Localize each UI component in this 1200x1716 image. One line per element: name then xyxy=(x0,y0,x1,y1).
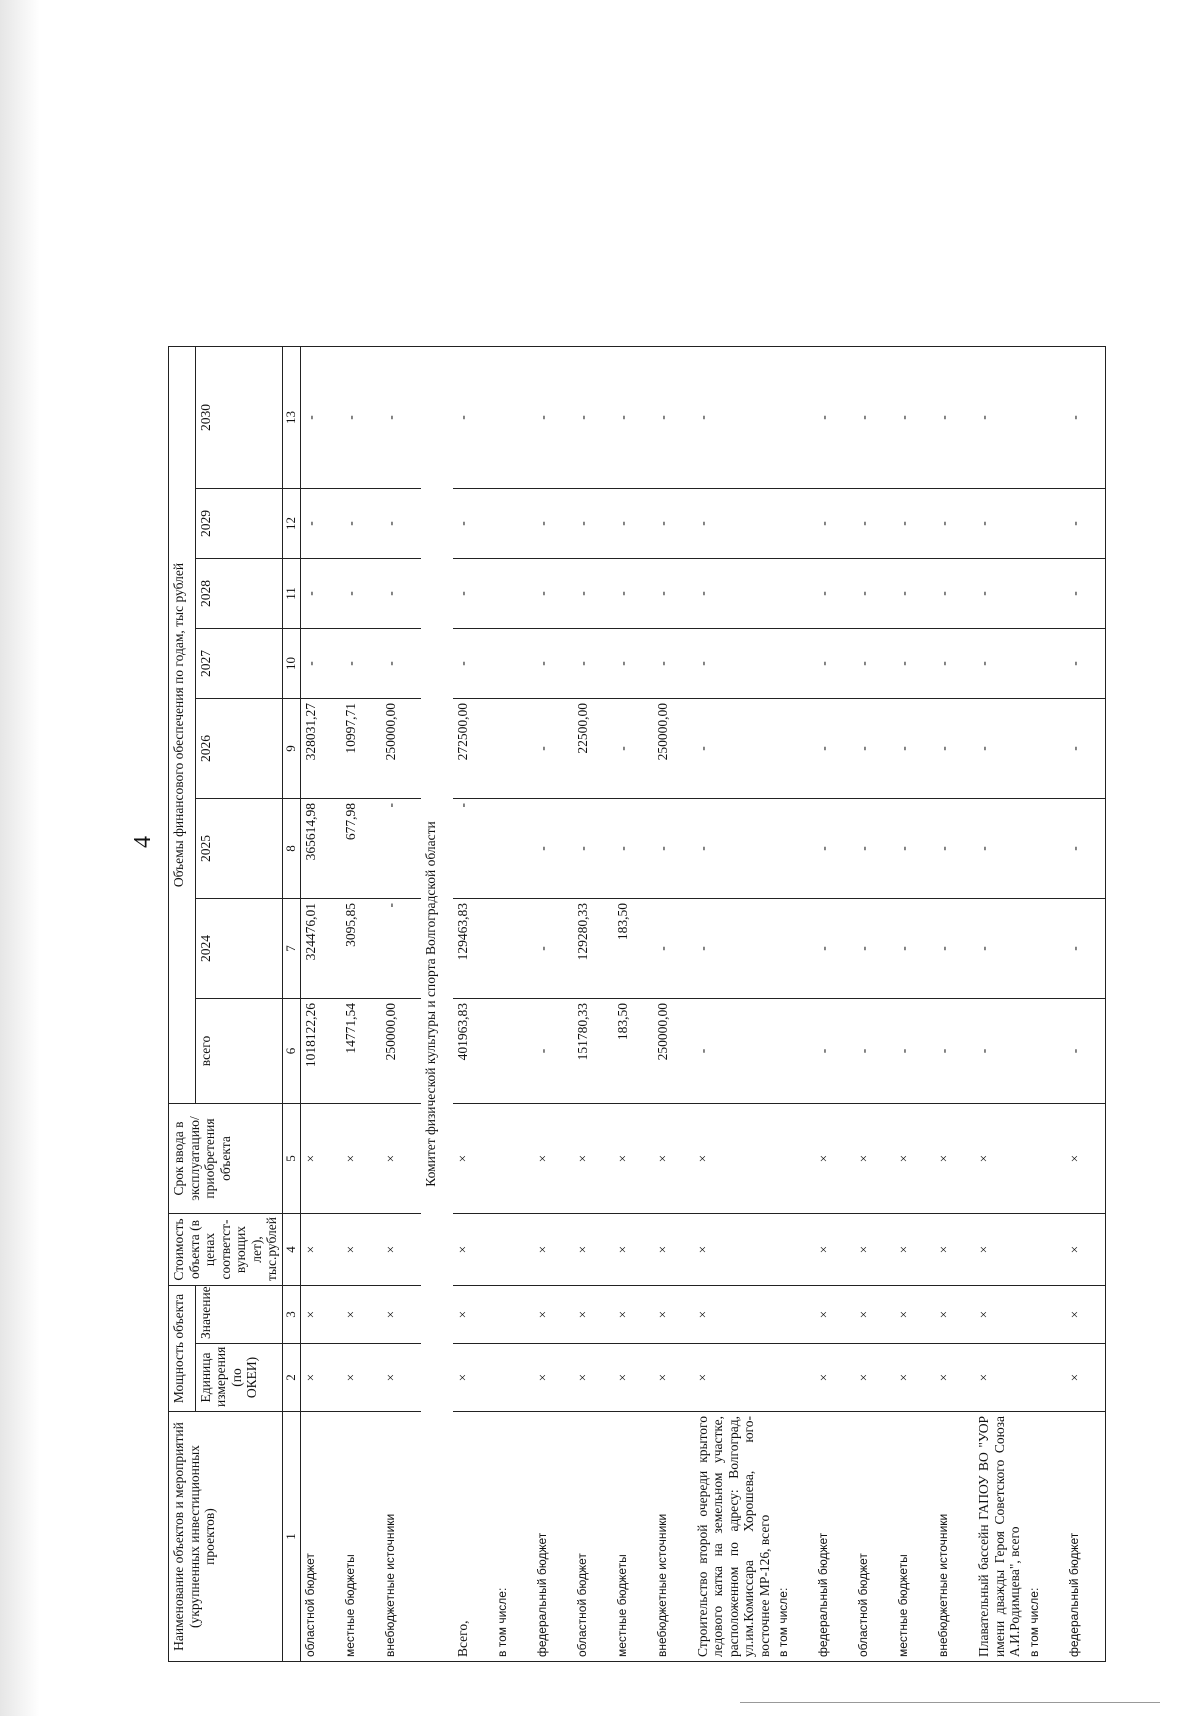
cell-value: × xyxy=(854,1286,894,1344)
cell-2027 xyxy=(1025,629,1065,699)
col-number: 12 xyxy=(282,489,300,559)
cell-2026 xyxy=(493,699,533,799)
cell-2027: - xyxy=(613,629,653,699)
cell-2024: - xyxy=(894,899,934,999)
cell-2030: - xyxy=(1065,347,1106,489)
cell-2026: 272500,00 xyxy=(453,699,493,799)
cell-2029: - xyxy=(533,489,573,559)
table-row xyxy=(814,347,854,1662)
cell-2030: - xyxy=(974,347,1025,489)
cell-term: × xyxy=(894,1104,934,1214)
cell-2030 xyxy=(1025,347,1065,489)
cell-2029: - xyxy=(974,489,1025,559)
cell-2026: 250000,00 xyxy=(381,699,421,799)
col-number: 3 xyxy=(282,1286,300,1344)
cell-2027: - xyxy=(453,629,493,699)
cell-2028: - xyxy=(653,559,693,629)
cell-term: × xyxy=(934,1104,974,1214)
cell-unit xyxy=(1025,1344,1065,1412)
cell-2026: 328031,27 xyxy=(300,699,341,799)
cell-total xyxy=(493,999,533,1104)
table-row xyxy=(653,347,693,1662)
cell-2025 xyxy=(774,799,814,899)
row-name: внебюджетные источники xyxy=(381,1412,421,1662)
header-funding: Объемы финансового обеспечения по годам, тыс рублей xyxy=(169,347,196,1104)
cell-2029: - xyxy=(300,489,341,559)
col-number: 13 xyxy=(282,347,300,489)
cell-total: - xyxy=(974,999,1025,1104)
header-year: 2026 xyxy=(195,699,282,799)
row-name: федеральный бюджет xyxy=(814,1412,854,1662)
cell-2026: - xyxy=(854,699,894,799)
cell-total: 250000,00 xyxy=(653,999,693,1104)
row-name: областной бюджет xyxy=(300,1412,341,1662)
cell-2027: - xyxy=(1065,629,1106,699)
cell-2026: - xyxy=(934,699,974,799)
cell-2024: 183,50 xyxy=(613,899,653,999)
cell-2028 xyxy=(1025,559,1065,629)
table-row xyxy=(453,347,493,1662)
cell-unit: × xyxy=(693,1344,775,1412)
cell-2027 xyxy=(493,629,533,699)
cell-value: × xyxy=(1065,1286,1106,1344)
header-year: 2025 xyxy=(195,799,282,899)
row-name: Строительство второй очереди крытого ледового катка на земельном участке, расположенном по адресу: Волгоград, ул.им.Комиссара Хорошева, юго-восточнее МР-126, всего xyxy=(693,1412,775,1662)
col-number: 2 xyxy=(282,1344,300,1412)
cell-2025: 365614,98 xyxy=(300,799,341,899)
cell-2028: - xyxy=(894,559,934,629)
cell-term: × xyxy=(300,1104,341,1214)
cell-2024: - xyxy=(1065,899,1106,999)
cell-unit: × xyxy=(1065,1344,1106,1412)
cell-2028: - xyxy=(533,559,573,629)
cell-2030 xyxy=(493,347,533,489)
cell-value: × xyxy=(573,1286,613,1344)
table-row xyxy=(300,347,341,1662)
cell-2029: - xyxy=(693,489,775,559)
cell-2025 xyxy=(1025,799,1065,899)
cell-2027: - xyxy=(381,629,421,699)
cell-2027: - xyxy=(814,629,854,699)
header-value: Значение xyxy=(195,1286,282,1344)
row-name: местные бюджеты xyxy=(894,1412,934,1662)
cell-total: - xyxy=(533,999,573,1104)
col-number: 6 xyxy=(282,999,300,1104)
cell-unit: × xyxy=(533,1344,573,1412)
cell-cost: × xyxy=(573,1214,613,1286)
cell-value: × xyxy=(300,1286,341,1344)
row-name: местные бюджеты xyxy=(613,1412,653,1662)
cell-2026: 10997,71 xyxy=(341,699,381,799)
cell-2024: 3095,85 xyxy=(341,899,381,999)
section-row xyxy=(421,347,453,1662)
cell-value: × xyxy=(894,1286,934,1344)
row-name: областной бюджет xyxy=(854,1412,894,1662)
cell-2027: - xyxy=(573,629,613,699)
cell-2030: - xyxy=(573,347,613,489)
cell-cost: × xyxy=(894,1214,934,1286)
cell-2026 xyxy=(1025,699,1065,799)
cell-value: × xyxy=(613,1286,653,1344)
cell-cost: × xyxy=(1065,1214,1106,1286)
table-row xyxy=(693,347,775,1662)
cell-2027: - xyxy=(653,629,693,699)
table-row xyxy=(934,347,974,1662)
cell-2029: - xyxy=(894,489,934,559)
cell-cost: × xyxy=(613,1214,653,1286)
cell-term: × xyxy=(693,1104,775,1214)
table-header xyxy=(169,347,301,1662)
row-name: Плавательный бассейн ГАПОУ ВО "УОР имени дважды Героя Советского Союза А.И.Родимцева", всего xyxy=(974,1412,1025,1662)
cell-2025: - xyxy=(613,799,653,899)
column-numbers xyxy=(282,347,300,1662)
cell-2024 xyxy=(1025,899,1065,999)
cell-value: × xyxy=(653,1286,693,1344)
cell-2025: - xyxy=(814,799,854,899)
cell-2030: - xyxy=(814,347,854,489)
section-title: Комитет физической культуры и спорта Волгоградской области xyxy=(421,347,453,1662)
row-name: в том числе: xyxy=(1025,1412,1065,1662)
cell-total: 183,50 xyxy=(613,999,653,1104)
cell-2030: - xyxy=(894,347,934,489)
cell-2024 xyxy=(774,899,814,999)
cell-value: × xyxy=(341,1286,381,1344)
cell-2026: - xyxy=(693,699,775,799)
header-name: Наименование объектов и мероприятий (укрупненных инвестиционных проектов) xyxy=(169,1412,283,1662)
cell-unit: × xyxy=(653,1344,693,1412)
row-name: внебюджетные источники xyxy=(653,1412,693,1662)
col-number: 4 xyxy=(282,1214,300,1286)
cell-2025: - xyxy=(381,799,421,899)
cell-2026: 22500,00 xyxy=(573,699,613,799)
cell-cost: × xyxy=(934,1214,974,1286)
cell-2026: 250000,00 xyxy=(653,699,693,799)
table-row xyxy=(381,347,421,1662)
cell-2028: - xyxy=(453,559,493,629)
cell-unit: × xyxy=(381,1344,421,1412)
cell-2029: - xyxy=(934,489,974,559)
col-number: 7 xyxy=(282,899,300,999)
table-body xyxy=(300,347,1105,1662)
table-row xyxy=(894,347,934,1662)
header-term: Срок ввода в эксплуатацию/ приобретения объекта xyxy=(169,1104,283,1214)
header-year: 2029 xyxy=(195,489,282,559)
cell-2028: - xyxy=(300,559,341,629)
cell-2027: - xyxy=(934,629,974,699)
cell-2026 xyxy=(774,699,814,799)
cell-2025: - xyxy=(453,799,493,899)
cell-2027: - xyxy=(974,629,1025,699)
table-row xyxy=(573,347,613,1662)
cell-2027: - xyxy=(894,629,934,699)
cell-value: × xyxy=(814,1286,854,1344)
cell-total: 151780,33 xyxy=(573,999,613,1104)
cell-2024: - xyxy=(381,899,421,999)
row-name: в том числе: xyxy=(493,1412,533,1662)
cell-2024: - xyxy=(693,899,775,999)
cell-total: 401963,83 xyxy=(453,999,493,1104)
cell-2024 xyxy=(493,899,533,999)
header-capacity: Мощность объекта xyxy=(169,1286,196,1412)
cell-2024: 129463,83 xyxy=(453,899,493,999)
header-total: всего xyxy=(195,999,282,1104)
cell-total xyxy=(1025,999,1065,1104)
cell-total: - xyxy=(1065,999,1106,1104)
cell-2029 xyxy=(493,489,533,559)
cell-value: × xyxy=(381,1286,421,1344)
cell-term: × xyxy=(814,1104,854,1214)
cell-2024: - xyxy=(653,899,693,999)
cell-total: - xyxy=(934,999,974,1104)
cell-2025: - xyxy=(533,799,573,899)
cell-total: - xyxy=(894,999,934,1104)
table-row xyxy=(493,347,533,1662)
cell-2024: - xyxy=(934,899,974,999)
cell-term: × xyxy=(1065,1104,1106,1214)
cell-2029: - xyxy=(381,489,421,559)
cell-2027: - xyxy=(854,629,894,699)
page-number: 4 xyxy=(130,836,156,848)
table-row xyxy=(1065,347,1106,1662)
cell-unit xyxy=(774,1344,814,1412)
cell-total: 1018122,26 xyxy=(300,999,341,1104)
table-row xyxy=(774,347,814,1662)
cell-2028: - xyxy=(854,559,894,629)
cell-term: × xyxy=(613,1104,653,1214)
cell-2028: - xyxy=(613,559,653,629)
cell-2029: - xyxy=(854,489,894,559)
row-name: местные бюджеты xyxy=(341,1412,381,1662)
cell-2025: - xyxy=(974,799,1025,899)
cell-2029: - xyxy=(653,489,693,559)
col-number: 11 xyxy=(282,559,300,629)
cell-term: × xyxy=(573,1104,613,1214)
cell-2025: - xyxy=(854,799,894,899)
cell-2030: - xyxy=(381,347,421,489)
cell-2030: - xyxy=(341,347,381,489)
cell-value: × xyxy=(453,1286,493,1344)
table-row xyxy=(613,347,653,1662)
row-name: внебюджетные источники xyxy=(934,1412,974,1662)
table-row xyxy=(1025,347,1065,1662)
cell-total: 14771,54 xyxy=(341,999,381,1104)
cell-2027: - xyxy=(341,629,381,699)
header-year: 2024 xyxy=(195,899,282,999)
row-name: Всего, xyxy=(453,1412,493,1662)
cell-term xyxy=(774,1104,814,1214)
cell-cost: × xyxy=(814,1214,854,1286)
cell-total: - xyxy=(814,999,854,1104)
cell-2028 xyxy=(774,559,814,629)
cell-2026: - xyxy=(974,699,1025,799)
cell-2028 xyxy=(493,559,533,629)
cell-2026: - xyxy=(1065,699,1106,799)
row-name: федеральный бюджет xyxy=(1065,1412,1106,1662)
cell-2027: - xyxy=(300,629,341,699)
cell-unit: × xyxy=(934,1344,974,1412)
cell-cost: × xyxy=(533,1214,573,1286)
cell-2027: - xyxy=(533,629,573,699)
cell-2025: - xyxy=(934,799,974,899)
cell-2029 xyxy=(774,489,814,559)
cell-2026: - xyxy=(814,699,854,799)
cell-term xyxy=(493,1104,533,1214)
cell-total: - xyxy=(854,999,894,1104)
cell-2029: - xyxy=(1065,489,1106,559)
row-name: в том числе: xyxy=(774,1412,814,1662)
cell-2029: - xyxy=(613,489,653,559)
cell-2029 xyxy=(1025,489,1065,559)
cell-2028: - xyxy=(1065,559,1106,629)
cell-2024: - xyxy=(814,899,854,999)
cell-value: × xyxy=(974,1286,1025,1344)
cell-unit: × xyxy=(300,1344,341,1412)
cell-2027: - xyxy=(693,629,775,699)
header-unit: Единица измерения (по ОКЕИ) xyxy=(195,1344,282,1412)
cell-value: × xyxy=(693,1286,775,1344)
cell-2024: 129280,33 xyxy=(573,899,613,999)
table-row xyxy=(854,347,894,1662)
cell-2029: - xyxy=(453,489,493,559)
cell-cost: × xyxy=(453,1214,493,1286)
cell-cost: × xyxy=(653,1214,693,1286)
row-name: областной бюджет xyxy=(573,1412,613,1662)
cell-cost: × xyxy=(341,1214,381,1286)
cell-2028: - xyxy=(381,559,421,629)
cell-term: × xyxy=(453,1104,493,1214)
cell-term: × xyxy=(974,1104,1025,1214)
cell-unit: × xyxy=(613,1344,653,1412)
cell-cost: × xyxy=(381,1214,421,1286)
cell-2030: - xyxy=(533,347,573,489)
cell-term: × xyxy=(341,1104,381,1214)
cell-2030: - xyxy=(453,347,493,489)
cell-2026: - xyxy=(613,699,653,799)
cell-term xyxy=(1025,1104,1065,1214)
col-number: 9 xyxy=(282,699,300,799)
cell-2027 xyxy=(774,629,814,699)
header-cost: Стоимость объекта (в ценах соответст-вующих лет), тыс.рублей xyxy=(169,1214,283,1286)
cell-2029: - xyxy=(341,489,381,559)
col-number: 8 xyxy=(282,799,300,899)
cell-2026: - xyxy=(894,699,934,799)
cell-2024: - xyxy=(974,899,1025,999)
cell-value xyxy=(493,1286,533,1344)
cell-2024: - xyxy=(854,899,894,999)
cell-unit: × xyxy=(894,1344,934,1412)
investment-table xyxy=(168,346,1106,1662)
cell-2024: 324476,01 xyxy=(300,899,341,999)
cell-2028: - xyxy=(974,559,1025,629)
row-name: федеральный бюджет xyxy=(533,1412,573,1662)
cell-2025: - xyxy=(653,799,693,899)
cell-total: 250000,00 xyxy=(381,999,421,1104)
header-year: 2027 xyxy=(195,629,282,699)
scan-shadow xyxy=(0,0,40,1716)
cell-total: - xyxy=(693,999,775,1104)
col-number: 5 xyxy=(282,1104,300,1214)
table-row xyxy=(974,347,1025,1662)
cell-unit: × xyxy=(341,1344,381,1412)
cell-2029: - xyxy=(573,489,613,559)
cell-cost: × xyxy=(974,1214,1025,1286)
cell-2025: 677,98 xyxy=(341,799,381,899)
cell-value xyxy=(774,1286,814,1344)
table-row xyxy=(341,347,381,1662)
cell-cost xyxy=(493,1214,533,1286)
cell-term: × xyxy=(653,1104,693,1214)
cell-2028: - xyxy=(341,559,381,629)
cell-2030: - xyxy=(653,347,693,489)
cell-cost: × xyxy=(300,1214,341,1286)
cell-value: × xyxy=(934,1286,974,1344)
cell-unit xyxy=(493,1344,533,1412)
cell-cost: × xyxy=(693,1214,775,1286)
cell-2030: - xyxy=(300,347,341,489)
col-number: 1 xyxy=(282,1412,300,1662)
cell-2025: - xyxy=(573,799,613,899)
cell-2025 xyxy=(493,799,533,899)
cell-unit: × xyxy=(854,1344,894,1412)
cell-term: × xyxy=(533,1104,573,1214)
cell-2030 xyxy=(774,347,814,489)
cell-2025: - xyxy=(894,799,934,899)
scan-edge-line xyxy=(740,1702,1160,1703)
cell-value xyxy=(1025,1286,1065,1344)
cell-unit: × xyxy=(974,1344,1025,1412)
cell-2028: - xyxy=(814,559,854,629)
cell-2029: - xyxy=(814,489,854,559)
cell-2030: - xyxy=(854,347,894,489)
cell-2030: - xyxy=(693,347,775,489)
cell-2028: - xyxy=(934,559,974,629)
cell-term: × xyxy=(381,1104,421,1214)
header-year: 2030 xyxy=(195,347,282,489)
cell-2030: - xyxy=(934,347,974,489)
cell-unit: × xyxy=(814,1344,854,1412)
cell-cost: × xyxy=(854,1214,894,1286)
cell-total xyxy=(774,999,814,1104)
rotated-page xyxy=(168,347,1200,1662)
header-year: 2028 xyxy=(195,559,282,629)
cell-unit: × xyxy=(573,1344,613,1412)
cell-unit: × xyxy=(453,1344,493,1412)
cell-2024: - xyxy=(533,899,573,999)
cell-2028: - xyxy=(693,559,775,629)
cell-value: × xyxy=(533,1286,573,1344)
cell-cost xyxy=(774,1214,814,1286)
cell-2025: - xyxy=(693,799,775,899)
cell-cost xyxy=(1025,1214,1065,1286)
cell-2030: - xyxy=(613,347,653,489)
col-number: 10 xyxy=(282,629,300,699)
cell-2026: - xyxy=(533,699,573,799)
cell-term: × xyxy=(854,1104,894,1214)
cell-2028: - xyxy=(573,559,613,629)
cell-2025: - xyxy=(1065,799,1106,899)
table-row xyxy=(533,347,573,1662)
